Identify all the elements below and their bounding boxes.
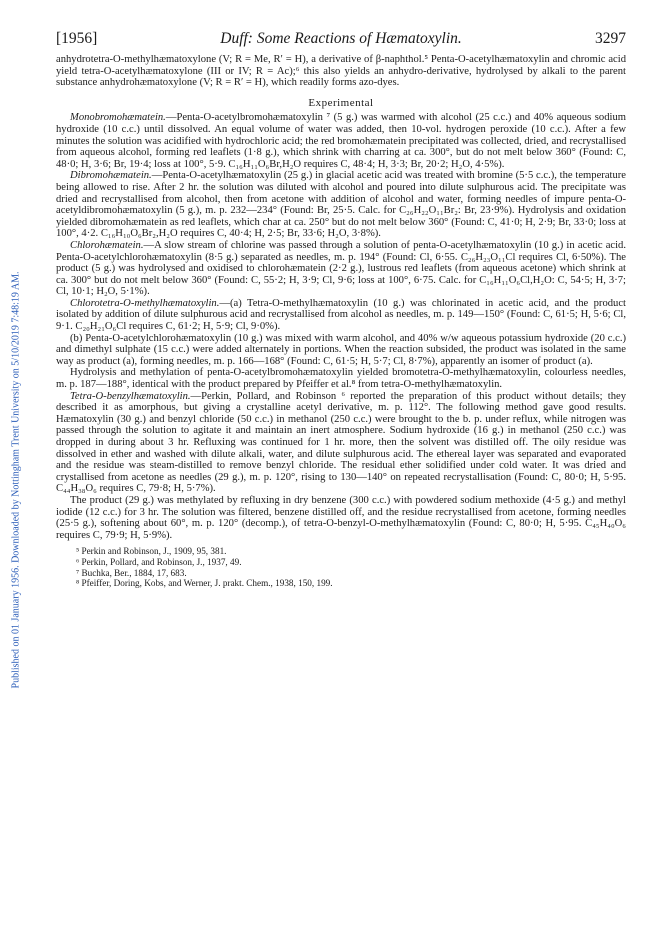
paragraph-text: Hydrolysis and methylation of penta-O-acetylbromohæmatoxylin yielded bromotetra-O-methylhæmatoxylin, colourless needles, m. p. 187—188°, identical with the product prepared by Pfeiffer et al.⁸ from tetra-O-methylhæmatoxylin.	[56, 367, 626, 391]
header-page-number: 3297	[595, 30, 626, 47]
reference-item: ⁶ Perkin, Pollard, and Robinson, J., 1937, 49.	[76, 556, 242, 567]
paragraph-text: —(a) Tetra-O-methylhæmatoxylin (10 g.) was chlorinated in acetic acid, and the product isolated by addition of dilute sulphurous acid and recrystallised from alcohol as needles, m. p. 149—150° (Found: C, 61·5; H, 5·6; Cl, 9·1. C₂₀H₂₁O₆Cl requires C, 61·2; H, 5·9; Cl, 9·0%).	[56, 297, 626, 333]
paragraph-dibromohaematein	[56, 170, 626, 240]
paragraph-text: (b) Penta-O-acetylchlorohæmatoxylin (10 g.) was mixed with warm alcohol, and 40% w/w aqueous potassium hydroxide (20 c.c.) and dimethyl sulphate (15 c.c.) were added alternately in portions. When the reaction subsided, the product was isolated in the same way as product (a), forming needles, m. p. 166—168° (Found: C, 61·5; H, 5·7; Cl, 8·7%), apparently an isomer of product (a).	[56, 332, 626, 367]
intro-paragraph: anhydrotetra-O-methylhæmatoxylone (V; R = Me, R′ = H), a derivative of β-naphthol.⁵ Penta-O-acetylhæmatoxylin and chromic acid yield tetra-O-acetylhæmatoxylone (III or IV; R = Ac);⁶ this also yields an anhydro-derivative, hydrolysed by alkali to the parent substance anhydrohæmatoxylone (V; R = R′ = H), which readily forms azo-dyes.	[56, 54, 626, 89]
paragraph-chlorohaematein	[56, 240, 626, 298]
header-running-title: Duff: Some Reactions of Hæmatoxylin.	[220, 30, 462, 47]
paragraph-bromotetra-methyl	[56, 367, 626, 390]
reference-item: ⁵ Perkin and Robinson, J., 1909, 95, 381.	[76, 546, 227, 557]
paragraph-text: The product (29 g.) was methylated by refluxing in dry benzene (300 c.c.) with powdered sodium methoxide (4·5 g.) and methyl iodide (12 c.c.) for 3 hr. The solution was filtered, benzene distilled off, and the residue recrystallised from acetone, forming needles (25·5 g.), softening about 60°, m. p. 120° (decomp.), of tetra-O-benzyl-O-methylhæmatoxylin (Found: C, 80·0; H, 5·95. C₄₅H₄₀O₆ requires C, 79·9; H, 5·9%).	[56, 494, 626, 541]
paragraph-text: —Penta-O-acetylhæmatoxylin (25 g.) in glacial acetic acid was treated with bromine (5·5 c.c.), the temperature being allowed to rise. After 2 hr. the solution was diluted with alcohol and poured into dilute sulphurous acid. The precipitate was dried and recrystallised from alcohol, then from acetone with addition of alcohol and water, forming needles of impure penta-O-acetyldibromohæmatoxylin (5 g.), m. p. 232—234° (Found: Br, 25·5. Calc. for C₂₆H₂₂O₁₁Br₂: Br, 23·9%). Hydrolysis and oxidation yielded dibromohæmatein as red leaflets, which char at ca. 250° but do not melt below 360° (Found: C, 41·0; H, 2·9; Br, 33·0; loss at 100°, 4·2. C₁₆H₁₀O₆Br₂,H₂O requires C, 40·4; H, 2·5; Br, 33·6; H₂O, 3·8%).	[56, 170, 626, 240]
article-body	[56, 54, 626, 589]
reference-item: ⁸ Pfeiffer, Doring, Kobs, and Werner, J. prakt. Chem., 1938, 150, 199.	[76, 578, 333, 589]
paragraph-tetrabenzyl	[56, 391, 626, 495]
paragraph-monobromohaematein	[56, 112, 626, 170]
paragraph-text: —Penta-O-acetylbromohæmatoxylin ⁷ (5 g.) was warmed with alcohol (25 c.c.) and 40% aqueous sodium hydroxide (10 c.c.) until dissolved. An equal volume of water was added, then 10-vol. hydrogen peroxide (10 c.c.). After a few minutes the solution was acidified with hydrochloric acid; the red bromohæmatein precipitated was collected, dried, and recrystallised from aqueous alcohol, forming red leaflets (1·8 g.), which shrink with charring at ca. 300°, but do not melt below 360° (Found: C, 48·0; H, 3·6; Br, 19·4; loss at 100°, 5·9. C₁₆H₁₁O₆Br,H₂O requires C, 48·4; H, 3·3; Br, 20·2; H₂O, 4·5%).	[56, 112, 626, 170]
side-download-note[interactable]: Published on 01 January 1956. Downloaded by Nottingham Trent University on 5/10/2019 7:48:19 AM.	[10, 271, 22, 689]
paragraph-methylation	[56, 495, 626, 541]
compound-heading: Tetra-O-benzylhæmatoxylin.	[70, 390, 191, 402]
compound-heading: Dibromohæmatein.	[70, 170, 152, 182]
paragraph-text: —Perkin, Pollard, and Robinson ⁶ reported the preparation of this product without details; they described it as amorphous, but giving a crystalline acetyl derivative, m. p. 112°. The following method gave good results. Hæmatoxylin (30 g.) and benzyl chloride (50 c.c.) in methanol (250 c.c.) were brought to the b. p. under reflux, while nitrogen was passed through the solution to agitate it and maintain an inert atmosphere. Sodium hydroxide (16 g.) in methanol (250 c.c.) was dropped in during about 3 hr. Refluxing was continued for 1 hr. more, then the solvent was distilled off. The oily residue was dissolved in ether and washed with dilute alkali, water, and dilute sulphurous acid. The ethereal layer was separated and evaporated and the residue was steam-distilled to remove benzyl chloride. The residual ether solidified under cold water. It was dried and crystallised from acetone as needles (29 g.), m. p. 120°, rising to 130—140° on repeated recrystallisation (Found: C, 80·0; H, 5·95. C₄₄H₃₈O₆ requires C, 79·8; H, 5·7%).	[56, 390, 626, 495]
footnote-references	[56, 546, 626, 588]
paragraph-text: —A slow stream of chlorine was passed through a solution of penta-O-acetylhæmatoxylin (10 g.) in acetic acid. Penta-O-acetylchlorohæmatoxylin (8·5 g.) separated as needles, m. p. 194° (Found: Cl, 6·55. C₂₆H₂₃O₁₁Cl requires Cl, 6·50%). The product (5 g.) was hydrolysed and oxidised to chlorohæmatein (2·2 g.), lustrous red leaflets (from aqueous acetone) which shrink at ca. 300° but do not melt below 360° (Found: C, 55·2; H, 3·9; Cl, 9·6; loss at 100°, 6·75. Calc. for C₁₆H₁₁O₆Cl,H₂O: C, 54·5; H, 3·7; Cl, 10·1; H₂O, 5·1%).	[56, 239, 626, 298]
running-header	[56, 30, 626, 50]
reference-item: ⁷ Buchka, Ber., 1884, 17, 683.	[76, 567, 187, 578]
section-title-experimental: Experimental	[308, 96, 374, 109]
compound-heading: Chlorohæmatein.	[70, 239, 144, 251]
paragraph-chlorotetra-methyl-a	[56, 298, 626, 333]
header-year: [1956]	[56, 30, 98, 47]
paragraph-chlorotetra-methyl-b	[56, 333, 626, 368]
compound-heading: Monobromohæmatein.	[70, 112, 166, 124]
compound-heading: Chlorotetra-O-methylhæmatoxylin.	[70, 297, 220, 309]
side-note-container	[8, 120, 24, 840]
